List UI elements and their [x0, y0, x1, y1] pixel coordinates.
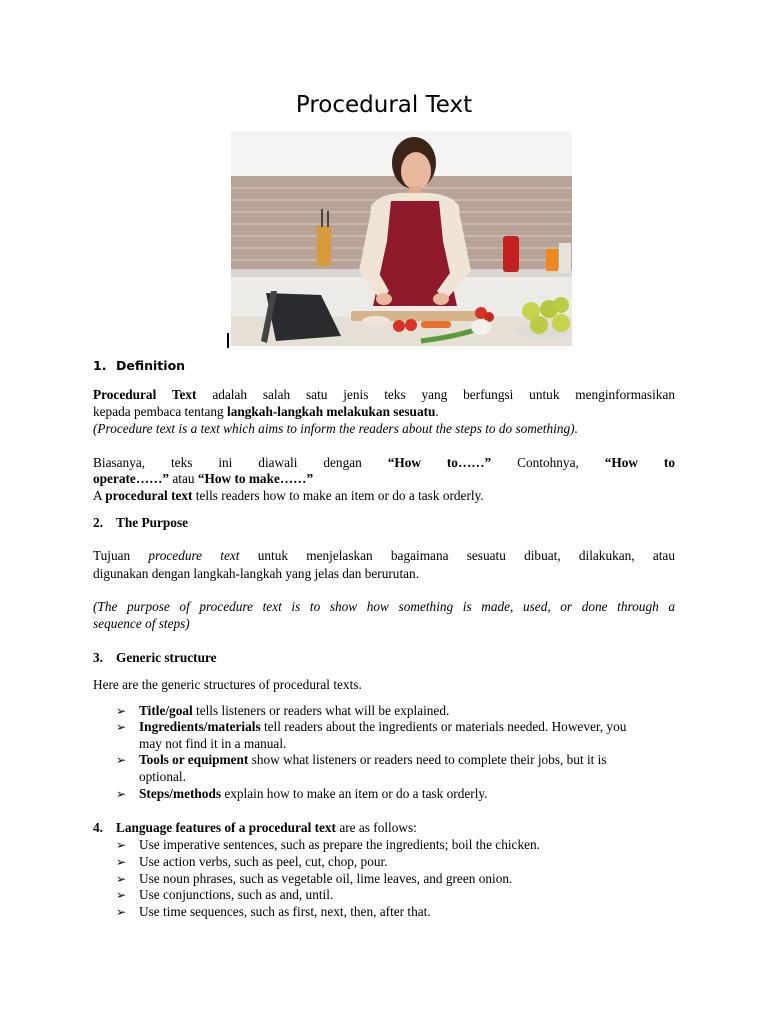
usage-line-1	[93, 455, 675, 472]
structure-desc: show what listeners or readers need to complete their jobs, but it is	[248, 752, 607, 767]
section-2-title: The Purpose	[116, 515, 189, 530]
section-4-title-rest: are as follows:	[336, 820, 417, 835]
definition-text: .	[435, 404, 439, 419]
bullet-arrow: ➢	[116, 905, 127, 919]
usage-text: A	[93, 488, 106, 503]
structure-item-ingredients-cont: may not find it in a manual.	[139, 736, 287, 751]
purpose-text: untuk menjelaskan bagaimana sesuatu dibuat, dilakukan, atau	[239, 548, 675, 563]
purpose-translation-2: sequence of steps)	[93, 616, 190, 631]
feature-item: Use noun phrases, such as vegetable oil, lime leaves, and green onion.	[139, 871, 513, 886]
purpose-translation-1: (The purpose of procedure text is to show how something is made, used, or done through a	[93, 599, 675, 614]
bullet-arrow: ➢	[116, 855, 127, 869]
term-procedural-text: Procedural Text	[93, 387, 197, 402]
usage-bold: operate……”	[93, 471, 170, 486]
definition-translation: (Procedure text is a text which aims to inform the readers about the steps to do something).	[93, 421, 578, 436]
section-4-number: 4.	[93, 820, 103, 835]
purpose-line-1	[93, 548, 675, 565]
usage-line-2	[93, 471, 675, 488]
structure-desc: explain how to make an item or do a task orderly.	[221, 786, 488, 801]
definition-text: adalah salah satu jenis teks yang berfungsi untuk menginformasikan	[196, 387, 675, 402]
structure-item-tools	[139, 752, 679, 769]
structure-item-title	[139, 703, 679, 720]
purpose-text: Tujuan	[93, 548, 149, 563]
structure-term: Steps/methods	[139, 786, 222, 801]
feature-item: Use time sequences, such as first, next, then, after that.	[139, 904, 431, 919]
usage-bold: “How to	[604, 455, 675, 470]
bullet-arrow: ➢	[116, 888, 127, 902]
section-4-title: Language features of a procedural text	[116, 820, 336, 835]
bullet-arrow: ➢	[116, 838, 127, 852]
structure-item-ingredients	[139, 719, 679, 736]
definition-line-1	[93, 387, 675, 404]
bullet-arrow: ➢	[116, 787, 127, 801]
usage-bold: “How to make……”	[197, 471, 314, 486]
section-3-title: Generic structure	[116, 650, 217, 665]
feature-item: Use imperative sentences, such as prepare the ingredients; boil the chicken.	[139, 837, 540, 852]
section-2-number: 2.	[93, 515, 103, 530]
section-1-title: Definition	[116, 358, 186, 373]
usage-text: tells readers how to make an item or do a task orderly.	[192, 488, 484, 503]
structure-desc: tells listeners or readers what will be explained.	[192, 703, 450, 718]
definition-bold: langkah-langkah melakukan sesuatu	[227, 404, 436, 419]
bullet-arrow: ➢	[116, 872, 127, 886]
bullet-arrow: ➢	[116, 704, 127, 718]
feature-item: Use action verbs, such as peel, cut, chop, pour.	[139, 854, 388, 869]
bullet-arrow: ➢	[116, 753, 127, 767]
page-title: Procedural Text	[295, 92, 473, 118]
purpose-line-2: digunakan dengan langkah-langkah yang jelas dan berurutan.	[93, 566, 420, 581]
structure-term: Title/goal	[139, 703, 193, 718]
structure-term: Ingredients/materials	[139, 719, 261, 734]
definition-text: kepada pembaca tentang	[93, 404, 228, 419]
structure-term: Tools or equipment	[139, 752, 249, 767]
section-1-number: 1.	[93, 358, 107, 373]
section-4-title-wrap	[116, 820, 417, 837]
section-3-number: 3.	[93, 650, 103, 665]
usage-text: Biasanya, teks ini diawali dengan	[93, 455, 388, 470]
usage-bold: “How to……”	[387, 455, 492, 470]
usage-bold: procedural text	[105, 488, 193, 503]
structure-intro: Here are the generic structures of procedural texts.	[93, 677, 362, 692]
usage-line-3	[93, 488, 675, 505]
structure-item-steps	[139, 786, 679, 803]
cooking-photo	[231, 131, 572, 346]
cooking-illustration	[231, 131, 572, 346]
purpose-italic: procedure text	[148, 548, 240, 563]
usage-text: Contohnya,	[491, 455, 605, 470]
feature-item: Use conjunctions, such as and, until.	[139, 887, 334, 902]
bullet-arrow: ➢	[116, 720, 127, 734]
definition-line-2	[93, 404, 675, 421]
structure-item-tools-cont: optional.	[139, 769, 186, 784]
text-cursor	[227, 333, 229, 348]
structure-desc: tell readers about the ingredients or materials needed. However, you	[260, 719, 627, 734]
usage-text: atau	[169, 471, 198, 486]
